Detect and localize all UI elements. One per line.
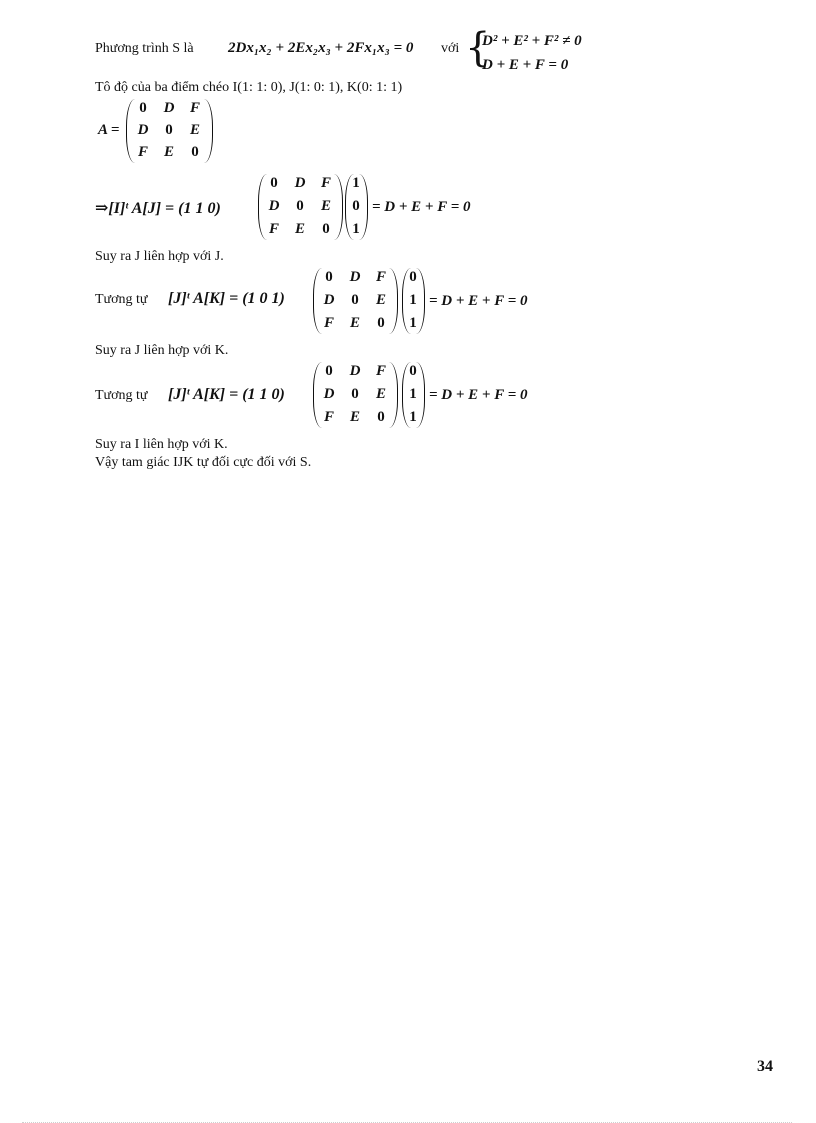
calc2-matrix-cell: E [375,292,386,308]
calc1-matrix-cell: E [294,221,305,237]
system-brace: { [465,25,491,71]
calc1-vector-cell: 1 [352,175,360,191]
calc3-rhs: = D + E + F = 0 [429,387,528,403]
matrix-a-label: A = [98,122,120,138]
calc2-matrix-cell: F [375,269,386,285]
calc3-matrix-cell: F [375,363,386,379]
matrix-a-cell: D [137,122,149,138]
equation-intro-text: Phương trình S là [95,41,194,56]
matrix-a-cell: 0 [165,122,173,138]
calc2-matrix-cell: F [323,315,334,331]
calc1-matrix-cell: D [268,198,280,214]
calc2-matrix-cell: D [349,269,361,285]
final-conclusion: Vậy tam giác IJK tự đối cực đối với S. [95,455,312,470]
matrix-a-cell: E [163,144,174,160]
calc3-matrix-cell: F [323,409,334,425]
conclusion-j-j: Suy ra J liên hợp với J. [95,249,224,264]
conclusion-j-k: Suy ra J liên hợp với K. [95,343,229,358]
calc3-prefix: Tương tự [95,388,148,403]
calc1-lhs: ⇒[I]ᵗ A[J] = (1 1 0) [95,200,221,217]
calc1-matrix-cell: F [320,175,331,191]
calc2-vector-cell: 1 [409,292,417,308]
calc3-matrix-cell: 0 [325,363,333,379]
calc3-matrix-cell: 0 [377,409,385,425]
calc1-rhs: = D + E + F = 0 [372,199,471,215]
matrix-a-cell: F [137,144,148,160]
calc2-prefix: Tương tự [95,292,148,307]
calc2-matrix-cell: E [349,315,360,331]
calc2-matrix-cell: 0 [377,315,385,331]
matrix-a-cell: F [189,100,200,116]
calc1-matrix-cell: E [320,198,331,214]
calc3-matrix-cell: 0 [351,386,359,402]
calc1-vector-cell: 0 [352,198,360,214]
condition-1: D² + E² + F² ≠ 0 [482,33,582,49]
calc2-matrix-cell: 0 [351,292,359,308]
calc2-vector-cell: 1 [409,315,417,331]
calc1-matrix-cell: 0 [270,175,278,191]
calc3-vector-cell: 0 [409,363,417,379]
equation-s: 2Dx₁x₂ + 2Ex₂x₃ + 2Fx₁x₃ = 0 [228,40,414,56]
matrix-a-cell: D [163,100,175,116]
matrix-a-cell: 0 [191,144,199,160]
calc2-rhs: = D + E + F = 0 [429,293,528,309]
calc2-matrix-cell: 0 [325,269,333,285]
calc2-lhs: [J]ᵗ A[K] = (1 0 1) [168,290,285,307]
calc3-lhs: [J]ᵗ A[K] = (1 1 0) [168,386,285,403]
calc3-vector-cell: 1 [409,386,417,402]
calc1-matrix-cell: D [294,175,306,191]
page-number: 34 [757,1058,773,1075]
calc3-matrix-cell: D [323,386,335,402]
calc1-matrix-cell: F [268,221,279,237]
calc1-matrix-cell: 0 [296,198,304,214]
calc1-matrix-cell: 0 [322,221,330,237]
conclusion-i-k: Suy ra I liên hợp với K. [95,437,228,452]
matrix-a-cell: E [189,122,200,138]
condition-2: D + E + F = 0 [482,57,569,73]
calc3-vector-cell: 1 [409,409,417,425]
diagonal-points-text: Tô độ của ba điểm chéo I(1: 1: 0), J(1: 0: 1), K(0: 1: 1) [95,80,403,95]
calc3-matrix-cell: E [349,409,360,425]
with-word: với [441,41,460,56]
calc2-vector-cell: 0 [409,269,417,285]
calc3-matrix-cell: E [375,386,386,402]
calc2-matrix-cell: D [323,292,335,308]
calc3-matrix-cell: D [349,363,361,379]
matrix-a-cell: 0 [139,100,147,116]
calc1-vector-cell: 1 [352,221,360,237]
